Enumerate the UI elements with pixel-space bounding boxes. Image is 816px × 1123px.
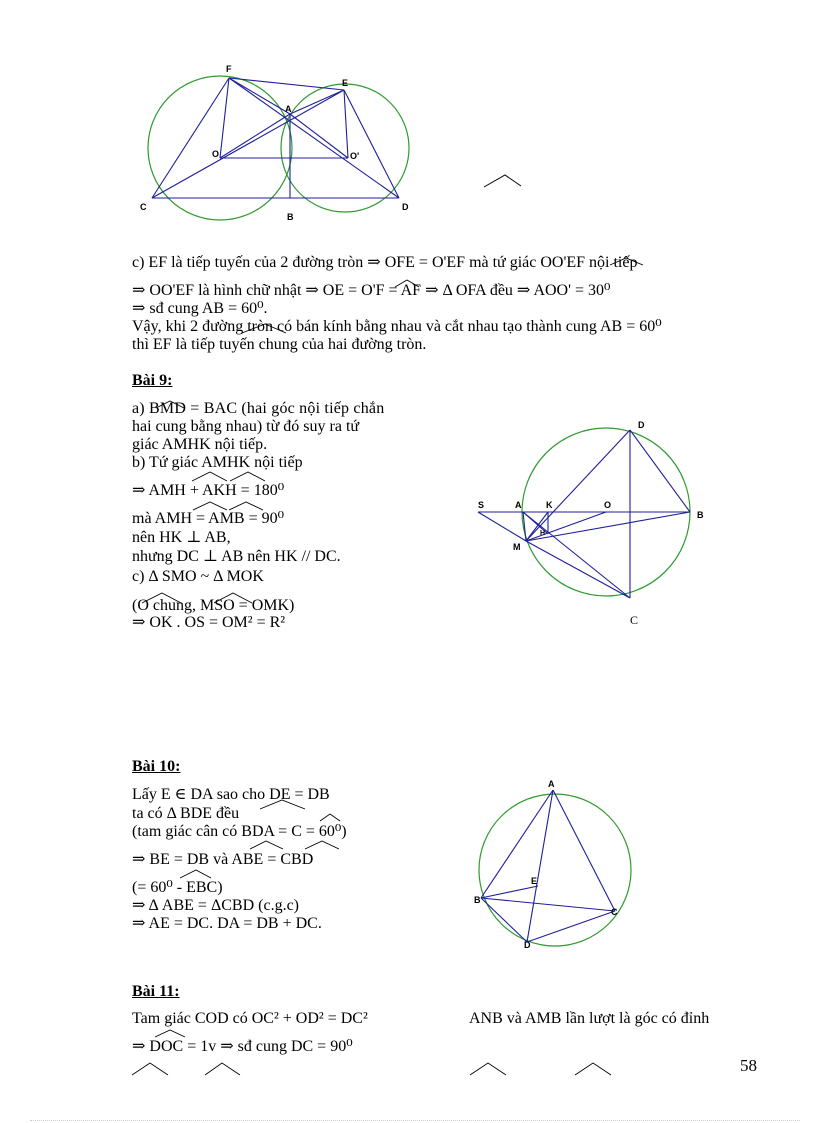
fig2-label-K: K [546, 500, 553, 510]
bai11-line-1-right: ANB và AMB lần lượt là góc có đỉnh [469, 1010, 710, 1027]
fig2-label-M: M [513, 542, 521, 552]
fig3-label-D: D [524, 940, 531, 950]
segment-BE10 [481, 886, 538, 898]
bai9-line-2: hai cung bằng nhau) từ đó suy ra tứ [132, 418, 360, 435]
bai9-line-7: nên HK ⊥ AB, [132, 529, 231, 546]
bai10-line-3: (tam giác cân có BDA = C = 60⁰) [132, 823, 347, 840]
bai9-line-1: a) BMD = BAC (hai góc nội tiếp chắn [132, 400, 385, 417]
bai9-line-11: ⇒ OK . OS = OM² = R² [132, 614, 286, 631]
part-c-line-4: Vậy, khi 2 đường tròn có bán kính bằng nhau và cắt nhau tạo thành cung AB = 60⁰ [132, 318, 662, 335]
bai11-line-2: ⇒ DOC = 1v ⇒ sđ cung DC = 90⁰ [132, 1038, 353, 1055]
bai9-line-6: mà AMH = AMB = 90⁰ [132, 510, 285, 527]
fig2-label-A: A [515, 500, 522, 510]
bai10-line-6: ⇒ Δ ABE = ΔCBD (c.g.c) [132, 897, 299, 914]
bai11-line-1-left: Tam giác COD có OC² + OD² = DC² [132, 1010, 368, 1027]
segment-MC [526, 541, 630, 598]
bai11-heading: Bài 11: [132, 983, 180, 1000]
segment-EO2 [344, 90, 348, 158]
fig1-label-F: F [226, 64, 232, 74]
part-c-line-1: c) EF là tiếp tuyến của 2 đường tròn ⇒ OFE = O'EF mà tứ giác OO'EF nội tiếp [132, 254, 638, 271]
fig3-label-E: E [531, 876, 538, 886]
fig3-label-C: C [611, 907, 618, 917]
bai10-line-4: ⇒ BE = DB và ABE = CBD [132, 851, 314, 868]
fig1-label-O2: O' [350, 151, 360, 161]
segment-MB [526, 512, 690, 541]
bai9-line-10: (O chung, MSO = OMK) [132, 597, 295, 614]
bai9-line-4: b) Tứ giác AMHK nội tiếp [132, 454, 303, 471]
fig1-label-C: C [140, 202, 147, 212]
figure-two-circles [140, 64, 409, 222]
segment-AB10 [481, 790, 553, 898]
bai10-heading: Bài 10: [132, 758, 181, 775]
bai10-line-5: (= 60⁰ - EBC) [132, 879, 223, 896]
segment-ED [344, 90, 399, 198]
segment-EC [152, 90, 344, 198]
fig1-label-A: A [285, 104, 292, 114]
part-c-line-3: ⇒ sđ cung AB = 60⁰. [132, 300, 268, 317]
bai10-line-7: ⇒ AE = DC. DA = DB + DC. [132, 915, 322, 932]
segment-FC [152, 78, 229, 198]
fig2-label-D: D [638, 420, 645, 430]
part-c-line-5: thì EF là tiếp tuyến chung của hai đường tròn. [132, 336, 427, 353]
segment-FD [229, 78, 399, 198]
segment-EA [290, 90, 344, 114]
part-c-line-2: ⇒ OO'EF là hình chữ nhật ⇒ OE = O'F = AF ⇒ Δ OFA đều ⇒ AOO' = 30⁰ [132, 282, 611, 299]
bai9-line-9: c) Δ SMO ~ Δ MOK [132, 568, 264, 585]
fig2-label-C: C [630, 613, 639, 627]
segment-DB [630, 430, 690, 512]
segment-SM [478, 512, 526, 541]
figure-bai10 [474, 779, 631, 950]
bai9-line-3: giác AMHK nội tiếp. [132, 436, 268, 453]
fig3-label-B: B [474, 895, 481, 905]
segment-DC10 [527, 911, 615, 942]
segment-AO [220, 114, 290, 158]
circle-bai10 [479, 794, 631, 946]
segment-BC10 [481, 898, 615, 911]
fig1-label-E: E [342, 78, 349, 88]
bai10-line-2: ta có Δ BDE đều [132, 805, 240, 822]
figure-bai9 [478, 420, 704, 627]
bai10-line-1: Lấy E ∈ DA sao cho DE = DB [132, 786, 330, 803]
angle-mark [484, 175, 521, 187]
fig2-label-O: O [604, 500, 612, 510]
segment-MD [526, 430, 630, 541]
segment-AD10 [527, 790, 553, 942]
bai9-line-8: nhưng DC ⊥ AB nên HK // DC. [132, 548, 341, 565]
segment-MO [526, 512, 606, 541]
fig3-label-A: A [548, 779, 555, 789]
fig1-label-D: D [402, 202, 409, 212]
fig1-label-O: O [212, 149, 220, 159]
segment-BD10 [481, 898, 527, 942]
bai9-line-5: ⇒ AMH + AKH = 180⁰ [132, 482, 285, 499]
segment-AO2 [290, 114, 348, 158]
angle-hats [132, 258, 643, 1075]
bai9-heading: Bài 9: [132, 372, 173, 389]
segment-AC10 [553, 790, 615, 911]
fig2-label-H: H [540, 530, 546, 537]
footer-divider [30, 1120, 800, 1121]
fig2-label-B: B [697, 510, 704, 520]
page-number: 58 [740, 1056, 757, 1075]
fig1-label-B: B [287, 212, 294, 222]
fig2-label-S: S [478, 500, 485, 510]
